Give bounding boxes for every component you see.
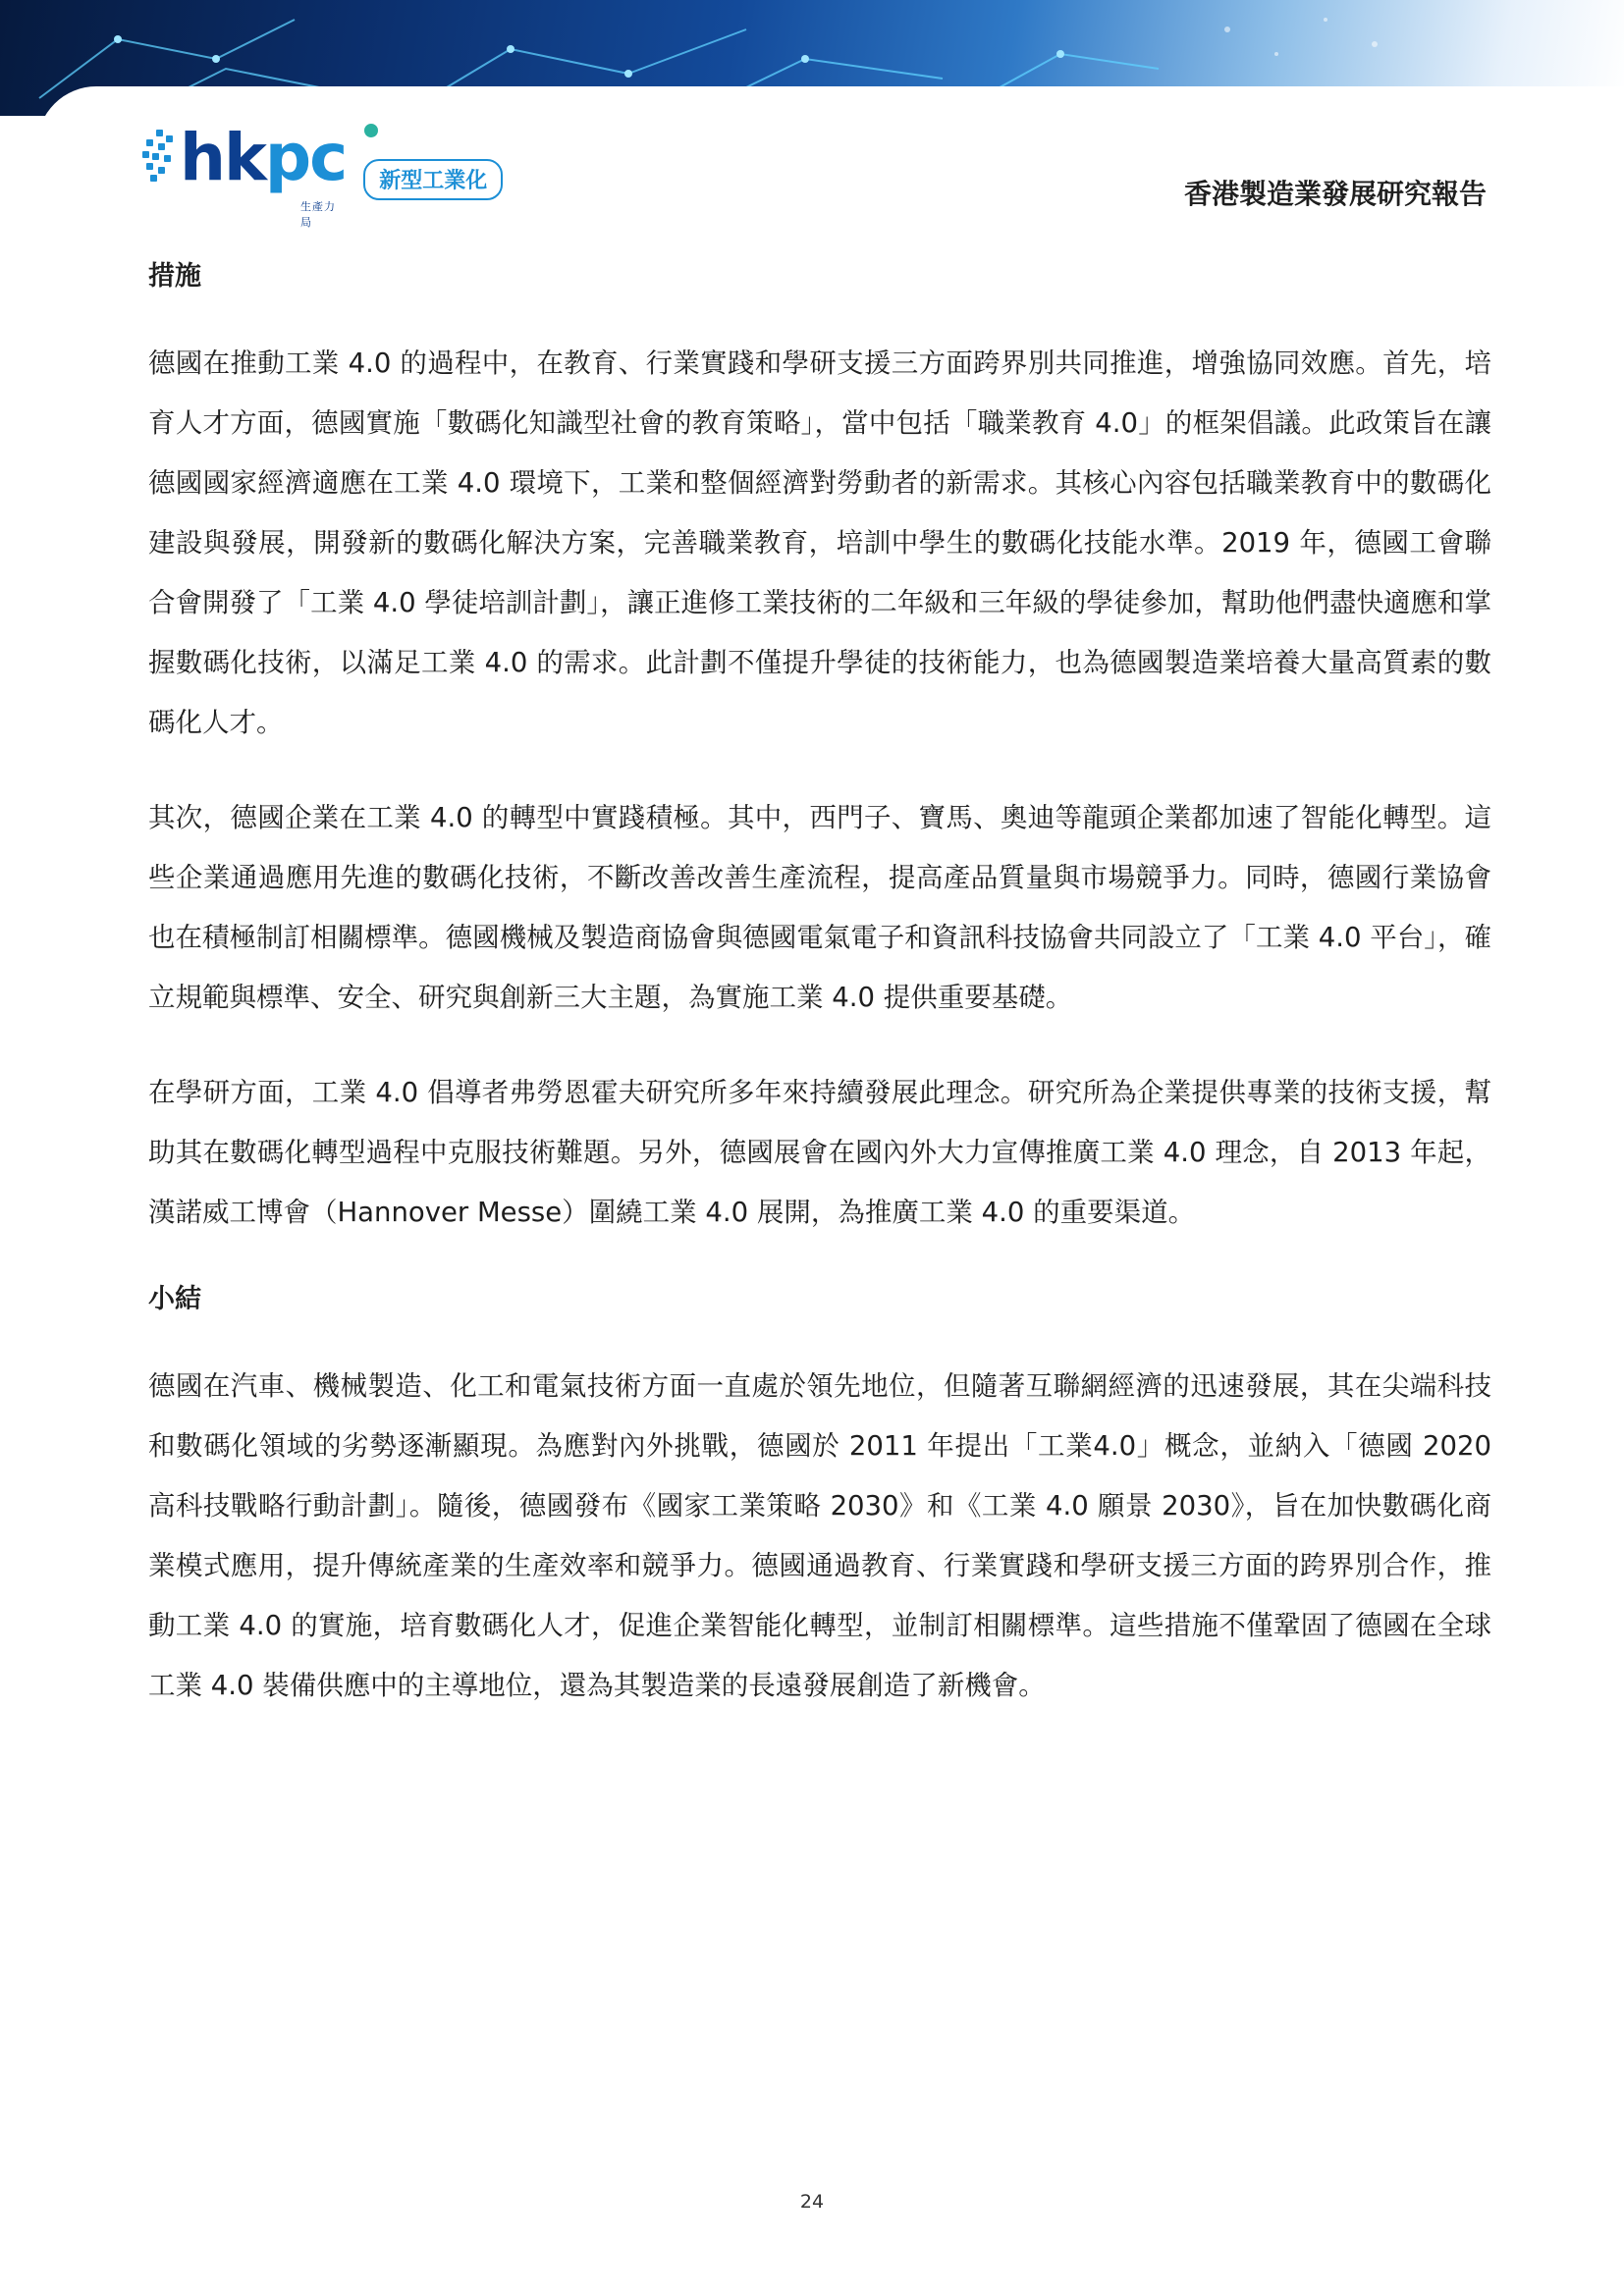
logo-dots-icon (142, 130, 176, 185)
logo-tag: 新型工業化 (363, 159, 503, 200)
banner-curve (37, 86, 1624, 116)
header-banner (0, 0, 1624, 116)
section-heading-summary: 小結 (148, 1284, 201, 1314)
paragraph-summary: 德國在汽車、機械製造、化工和電氣技術方面一直處於領先地位，但隨著互聯網經濟的迅速發展，其在尖端科技和數碼化領域的劣勢逐漸顯現。為應對內外挑戰，德國於 2011 年提出「工業4.0」概念，並納入「德國 2020 高科技戰略行動計劃」。隨後，德國發布《國家工業策略 2030》和《工業 4.0 願景 2030》，旨在加快數碼化商業模式應用，提升傳統產業的生產效率和競爭力。德國通過教育、行業實踐和學研支援三方面的跨界別合作，推動工業 4.0 的實施，培育數碼化人才，促進企業智能化轉型，並制訂相關標準。這些措施不僅鞏固了德國在全球工業 4.0 裝備供應中的主導地位，還為其製造業的長遠發展創造了新機會。 (148, 1370, 1491, 1701)
section-heading-measures: 措施 (148, 261, 201, 292)
page-content (148, 257, 1491, 1716)
paragraph-measures-1: 德國在推動工業 4.0 的過程中，在教育、行業實踐和學研支援三方面跨界別共同推進，增強協同效應。首先，培育人才方面，德國實施「數碼化知識型社會的教育策略」，當中包括「職業教育 4.0」的框架倡議。此政策旨在讓德國國家經濟適應在工業 4.0 環境下，工業和整個經濟對勞動者的新需求。其核心內容包括職業教育中的數碼化建設與發展，開發新的數碼化解決方案，完善職業教育，培訓中學生的數碼化技能水準。2019 年，德國工會聯合會開發了「工業 4.0 學徒培訓計劃」，讓正進修工業技術的二年級和三年級的學徒參加，幫助他們盡快適應和掌握數碼化技術，以滿足工業 4.0 的需求。此計劃不僅提升學徒的技術能力，也為德國製造業培養大量高質素的數碼化人才。 (148, 347, 1491, 738)
logo-text-hk: hk (180, 120, 265, 195)
logo-registered-icon (364, 124, 378, 137)
paragraph-measures-2: 其次，德國企業在工業 4.0 的轉型中實踐積極。其中，西門子、寶馬、奧迪等龍頭企業都加速了智能化轉型。這些企業通過應用先進的數碼化技術，不斷改善改善生產流程，提高產品質量與市場競爭力。同時，德國行業協會也在積極制訂相關標準。德國機械及製造商協會與德國電氣電子和資訊科技協會共同設立了「工業 4.0 平台」，確立規範與標準、安全、研究與創新三大主題，為實施工業 4.0 提供重要基礎。 (148, 802, 1491, 1013)
hkpc-logo (142, 120, 503, 229)
report-title: 香港製造業發展研究報告 (1183, 178, 1487, 210)
page-number: 24 (799, 2191, 825, 2213)
logo-wordmark (176, 120, 347, 229)
logo-subtitle: 生產力局 (300, 200, 336, 229)
paragraph-measures-3: 在學研方面，工業 4.0 倡導者弗勞恩霍夫研究所多年來持續發展此理念。研究所為企業提供專業的技術支援，幫助其在數碼化轉型過程中克服技術難題。另外，德國展會在國內外大力宣傳推廣工業 4.0 理念，自 2013 年起，漢諾威工博會（Hannover Messe）圍繞工業 4.0 展開，為推廣工業 4.0 的重要渠道。 (148, 1077, 1491, 1228)
logo-text-pc: pc (264, 120, 347, 195)
